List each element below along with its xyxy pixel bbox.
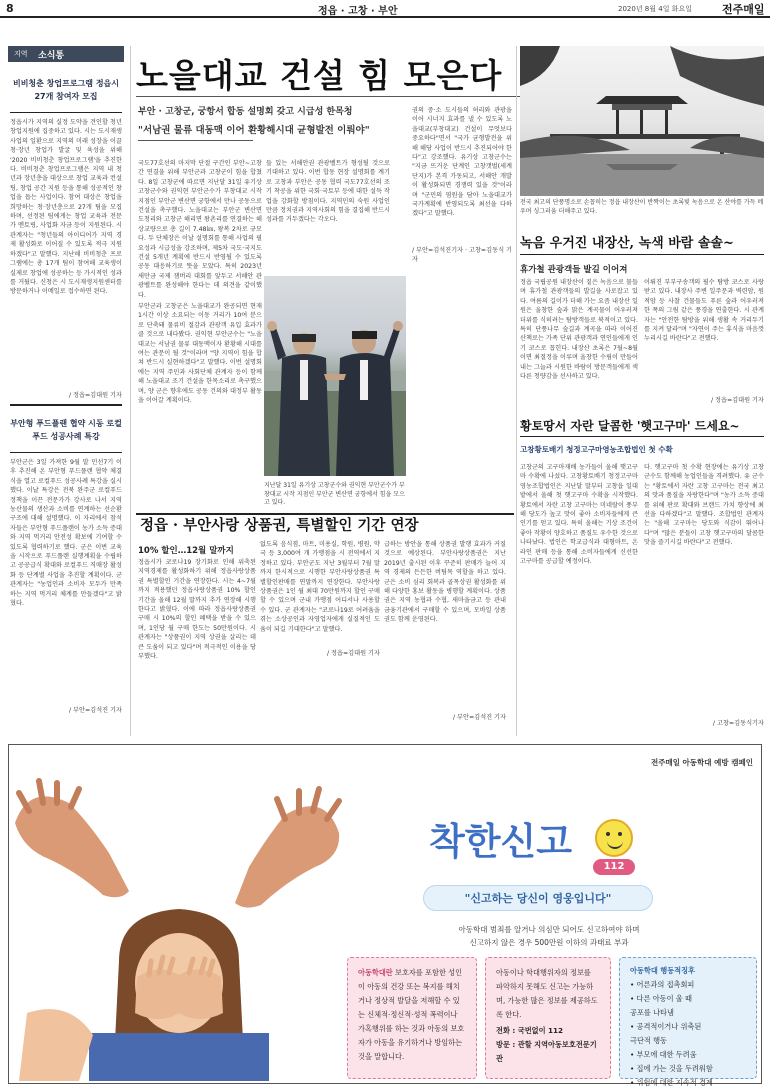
section-name: 정읍 · 고창 · 부안 xyxy=(318,6,398,17)
ad-report-text xyxy=(486,958,610,1074)
ad-sign-item: • 공격적이거나 위축된 xyxy=(630,1022,702,1031)
ad-sign-item: 극단적 행동 xyxy=(630,1036,668,1045)
divider xyxy=(10,404,122,406)
issue-date: 2020년 8월 4일 화요일 xyxy=(618,5,692,13)
ad-sign-item: • 위험에 대한 지속적 경계 xyxy=(630,1078,713,1087)
pavilion-headline: 녹음 우거진 내장산, 녹색 바람 솔솔~ xyxy=(520,236,734,251)
ad-sign-item: 공포를 나타냄 xyxy=(630,1008,674,1017)
main-body-col1: 국도77호선의 마지막 단절 구간인 부안~고창간 연결을 위해 부안군과 고창군이 힘을 합쳤다. 8일 고창군에 따르면 지난달 31일 유기상 고창군수와 권익현 부안군수가 부창대교 시작 지점인 부안군 변산면 궁항에서 만나 공동으로 건설을 촉구했다. 노을대교는 부안군 변산면 도청리와 고창군 해리면 왕촌리를 연결하는 해상교량으로 총 길이 7.48㎞, 왕복 2차로 규모다. 두 단체장은 이날 설명회를 통해 사업의 필요성과 시급성을 강조하며, 제5차 국도·국지도 건설 5개년 계획에 반드시 반영될 수 있도록 공동 대응하기로 뜻을 모았다. 특히 2023년 새만금 국제 잼버리 대회를 앞두고 서해안 관광벨트를 완성해야 한다는 데 의견을 같이했다. xyxy=(138,160,262,299)
divider xyxy=(520,436,764,437)
ad-sign-item: • 집에 가는 것을 두려워함 xyxy=(630,1064,713,1073)
voucher-body-col1: 정읍시가 코로나19 장기화로 인해 위축된 지역경제를 활성화하기 위해 정읍사랑상품권 특별할인 기간을 연장한다. 시는 4~7월까지 적용했던 정읍사랑상품권 10% 할인 기간을 올해 12월 말까지 추가 연장해 시행한다고 밝혔다. 이에 따라 정읍사랑상품권 구매 시 10%의 할인 혜택을 받을 수 있으며, 1인당 월 구매 한도는 50만원이다. 시 관계자는 "상품권이 지역 상권을 살리는 데 큰 도움이 되고 있다"며 적극적인 이용을 당부했다. xyxy=(138,559,256,661)
divider xyxy=(138,140,253,141)
main-headline: 노을대교 건설 힘 모은다 xyxy=(136,56,503,95)
page-number: 8 xyxy=(6,2,14,15)
voucher-byline1: / 정읍=김대원 기자 xyxy=(326,650,380,657)
pavilion-body-col2: 이뤄진 부부구송객의 필수 탐방 코스로 사랑받고 있다. 내장사 주변 일주문과 벽련암, 원적암 등 사찰 건물들도 푸른 숲과 어우러져 한 폭의 그림 같은 풍경을 연출한다. 시 관계자는 "안전한 탐방을 위해 생활 속 거리두기를 지켜 달라"며 "자연이 주는 휴식을 마음껏 누리시길 바란다"고 전했다. xyxy=(644,279,764,343)
column-divider xyxy=(516,46,517,736)
brief-item1-byline: / 정읍=김대원 기자 xyxy=(68,392,122,399)
sweetpotato-headline: 황토땅서 자란 달콤한 '햇고구마' 드세요~ xyxy=(520,419,740,433)
pavilion-body-col1: 정읍 국립공원 내장산이 짙은 녹음으로 물들며 휴가철 관광객들의 발길을 사로잡고 있다. 여름의 길이가 더해 가는 요즘 내장산 일원은 울창한 숲과 맑은 계곡물이 어우러져 더위를 식히려는 탐방객들로 북적이고 있다. 특히 단풍나무 숲길과 계곡을 따라 이어진 산책로는 가족 단위 관광객과 연인들에게 인기 코스로 꼽힌다. 내장산 초록은 7월~8월이면 최절정을 이루며 울창한 수림이 만들어내는 그늘과 시원한 바람이 방문객들에게 색다른 청량감을 선사하고 있다. xyxy=(520,279,638,381)
main-body-col4: 권의 중·소 도시들의 허리와 관광을 이어 시너지 효과를 낼 수 있도록 노을대교(부창대교) 건설이 무엇보다 중요하다"면서 "국가 균형발전을 위해 해당 사업이 반드시 추진되어야 한다"고 강조했다. 유기상 고창군수는 "지금 뜨거운 단계인 고창갯벌(세계 단지)가 본격 가동되고, 서해안 개발이 활성화되면 경쟁력 있을 것"이라며 "군민의 염원을 담아 노을대교가 국가계획에 반영되도록 최선을 다하겠다"고 말했다. xyxy=(412,107,512,218)
brief-item1-title: 비비청춘 창업프로그램 정읍시 27개 참여자 모집 xyxy=(12,79,120,101)
brief-header xyxy=(8,46,124,62)
sweetpotato-body-col2: 다. 햇고구마 첫 수확 현장에는 유기상 고창군수도 함께해 농업인들을 격려했다. 유 군수는 "황토에서 자란 고창 고구마는 전국 최고의 맛과 품질을 자랑한다"며 "농가 소득 증대를 위해 판로 확대와 브랜드 가치 향상에 최선을 다하겠다"고 말했다. 조합법인 관계자는 "올해 고구마는 당도와 식감이 뛰어나다"며 "많은 분들이 고창 햇고구마의 달콤한 맛을 즐기시길 바란다"고 전했다. xyxy=(644,464,764,547)
ad-definition-body: 보호자를 포함한 성인이 아동의 건강 또는 복지를 해치거나 정상적 발달을 저해할 수 있는 신체적·정신적·성적 폭력이나 가혹행위를 하는 것과 아동의 보호자가 아동을 유기하거나 방임하는 것을 말합니다. xyxy=(358,968,465,1061)
brief-item2-body: 부안군은 3일 가져한 9월 말 민선7기 이후 추진해 온 부안형 푸드플랜 협약 체결식을 열고 로컬푸드 성공사례 특강을 실시했다. 이날 특강은 전북 완주군 로컬푸드 정책을 이끈 전문가가 강사로 나서 지역 농산물의 생산과 소비를 연계하는 선순환 구조에 대해 설명했다. 이 자리에서 참석자들은 부안형 푸드플랜이 농가 소득 증대와 지역 먹거리 안전성 확보에 기여할 수 있도록 협력하기로 했다. 군은 이번 교육을 시작으로 푸드플랜 실행계획을 수립하고 공공급식 확대와 로컬푸드 직매장 활성화 등 단계별 사업을 추진할 계획이다. 군 관계자는 "농업인과 소비자 모두가 만족하는 지역 먹거리 체계를 만들겠다"고 밝혔다. xyxy=(10,459,122,608)
ad-description xyxy=(429,923,669,949)
pavilion-subhead: 휴가철 관광객들 발길 이어져 xyxy=(520,265,628,275)
pavilion-photo xyxy=(520,46,764,196)
sweetpotato-subhead: 고창황토배기 청정고구마영농조합법인 첫 수확 xyxy=(520,445,673,454)
main-photo xyxy=(264,276,406,476)
ad-sign-item: • 다른 아동이 울 때 xyxy=(630,994,692,1003)
ad-info-box-report xyxy=(485,957,611,1079)
brief-kicker: 지역 xyxy=(14,50,28,58)
voucher-body-col2: 없도록 음식점, 마트, 미용실, 학원, 병원, 약국 등 3,000여 개 가맹점을 시 전역에서 지정하고 있다. 부안군도 지난 3월부터 7월 말까지 한시적으로 시행한 부안사랑상품권 특별할인판매를 연말까지 연장한다. 부안사랑상품권은 1인 월 최대 70만원까지 할인 구매할 수 있으며 군내 가맹점 어디서나 사용할 수 있다. 군 관계자는 "코로나19로 어려움을 겪는 소상공인과 자영업자에게 실질적인 도움이 되길 기대한다"고 말했다. xyxy=(260,541,380,633)
ad-report-tel: 전화 : 국번없이 112 xyxy=(496,1026,564,1035)
voucher-headline: 정읍 · 부안사랑 상품권, 특별할인 기간 연장 xyxy=(140,517,419,534)
ad-sponsor: 전주매일 아동학대 예방 캠페인 xyxy=(650,758,753,767)
ad-hotline-badge: 112 xyxy=(593,859,635,875)
main-quote-subheadline: "서남권 물류 대동맥 이어 환황해시대 균형발전 이뤄야" xyxy=(138,125,370,136)
ad-desc-line1: 아동학대 범죄를 알거나 의심만 되어도 신고하여야 하며 xyxy=(458,925,640,934)
divider xyxy=(520,254,764,255)
ad-signs-title: 아동학대 행동적징후 xyxy=(630,966,695,975)
divider xyxy=(10,112,122,113)
newspaper-name: 전주매일 xyxy=(722,3,765,16)
ad-definition-label: 아동학대란 xyxy=(358,968,393,977)
ad-definition-text xyxy=(348,958,476,1072)
pavilion-caption: 전국 최고의 단풍명소로 손꼽히는 정읍 내장산이 반짝이는 초록빛 녹음으로 온 산야를 가득 메우며 싱그러움 더해주고 있다. xyxy=(520,199,764,215)
ad-sign-item: • 어른과의 접촉회피 xyxy=(630,980,695,989)
child-abuse-illustration xyxy=(9,763,349,1081)
ad-slogan: "신고하는 당신이 영웅입니다" xyxy=(423,885,653,911)
sweetpotato-body-col1: 고창군의 고구마재배 농가들이 올해 햇고구마 수확에 나섰다. 고창황토배기 청정고구마영농조합법인은 지난달 말부터 고창읍 일대 밭에서 올해 첫 햇고구마 수확을 시작했다. 황토에서 자란 고창 고구마는 미네랄이 풍부해 당도가 높고 맛이 좋아 소비자들에게 큰 인기를 얻고 있다. 특히 올해는 기상 조건이 좋아 작황이 양호하고 품질도 우수한 것으로 나타났다. 법인은 학교급식과 대형마트, 온라인 판매 등을 통해 소비자들에게 신선한 고구마를 공급할 예정이다. xyxy=(520,464,638,566)
brief-item1-body: 정읍시가 지역의 실정 도약을 견인할 청년 창업지원에 집중하고 있다. 시는 도시재생사업의 일환으로 지역의 미래 성장을 이끌 청·장년 창업가 발굴 및 육성을 위해 '2020 비비청춘 창업프로그램'을 추진한다. 비비청춘 창업프로그램은 지역 내 청년과 장년층을 대상으로 창업 교육과 컨설팅, 창업 공간 지원 등을 통해 성공적인 창업을 돕는 사업이다. 참여 대상은 창업을 희망하는 청·장년층으로 27개 팀을 모집하며, 선정된 팀에게는 창업 교육과 전문가 멘토링, 사업화 자금 등이 지원된다. 시 관계자는 "청년들의 아이디어가 지역 경제 활성화로 이어질 수 있도록 적극 지원하겠다"고 말했다. 지난해 비비청춘 프로그램에는 총 17개 팀이 참여해 교육생이 실제로 창업에 성공하는 등 가시적인 성과를 거뒀다. 신청은 시 도시재생지원센터를 방문하거나 이메일로 접수하면 된다. xyxy=(10,119,122,296)
brief-item2-byline: / 부안=김석진 기자 xyxy=(68,707,122,714)
main-body-col2: 들 있는 서해안권 관광벨트가 형성될 것으로 기대하고 있다. 이번 합동 현장 설명회를 계기로 고창과 부안은 공동 협력 국도77호선의 조기 착공을 위한 국회·국토부 등에 대한 설득 작업을 강화할 방침이다. 지역민의 숙원 사업인 만큼 정치권과 지역사회의 힘을 결집해 반드시 성과를 거두겠다는 각오다. xyxy=(266,160,390,224)
ad-signs-text xyxy=(620,958,756,1088)
ad-logo-text: 착한신고 xyxy=(429,820,572,863)
voucher-byline2: / 부안=김석진 기자 xyxy=(452,714,506,721)
divider xyxy=(10,452,122,453)
main-subheadline: 부안 · 고창군, 궁항서 합동 설명회 갖고 시급성 한목청 xyxy=(138,107,353,117)
brief-title: 소식통 xyxy=(38,51,65,61)
smiley-icon xyxy=(595,819,633,857)
ad-report-visit: 방문 : 관할 지역아동보호전문기관 xyxy=(496,1040,597,1063)
ad-desc-line2: 신고하지 않은 경우 500만원 이하의 과태료 부과 xyxy=(469,938,629,947)
ad-report-body: 아동이나 학대행위자의 정보를 파악하지 못해도 신고는 가능하며, 가능한 많은 정보를 제공하도록 한다. xyxy=(496,968,598,1019)
main-body-col1b: 부안군과 고창군은 노을대교가 완공되면 현재 1시간 이상 소요되는 이동 거리가 10여 분으로 단축돼 물류비 절감과 관광객 유입 효과가 클 것으로 내다봤다. 권익현 부안군수는 "노을대교는 서남권 물류 대동맥이자 환황해 시대를 여는 관문이 될 것"이라며 "양 지역이 힘을 합쳐 반드시 실현하겠다"고 말했다. 이번 설명회에는 지역 주민과 사회단체 관계자 등이 함께해 노을대교 조기 건설을 한목소리로 촉구했으며, 양 군은 향후에도 공동 건의와 대정부 활동을 이어갈 계획이다. xyxy=(138,303,262,405)
sweetpotato-byline: / 고창=김동식기자 xyxy=(712,720,764,727)
brief-item2-title: 부안형 푸드플랜 협약 시동 로컬푸드 성공사례 특강 xyxy=(10,419,122,441)
pavilion-image xyxy=(520,46,764,196)
main-photo-caption: 지난달 31일 유기상 고창군수와 권익현 부안군수가 부창대교 시작 지점인 부안군 변산면 궁항에서 힘을 모으고 있다. xyxy=(264,482,405,507)
main-byline: / 부안=김석진기자 · 고창=김동식 기자 xyxy=(412,247,512,264)
ad-info-box-definition xyxy=(347,957,477,1079)
two-officials-image xyxy=(264,276,406,476)
ad-info-box-signs xyxy=(619,957,757,1087)
pavilion-byline: / 정읍=김대원 기자 xyxy=(710,397,764,404)
column-divider xyxy=(130,46,131,736)
ad-sign-item: • 부모에 대한 두려움 xyxy=(630,1050,697,1059)
voucher-body-col3: 급하는 방안을 통해 상품권 발행 효과가 커질 것으로 예상된다. 부안사랑상품권은 지난 2019년 출시된 이후 꾸준히 판매가 늘어 지역 경제의 든든한 버팀목 역할을 하고 있다. 군은 소비 심리 회복과 골목상권 활성화를 위해 다양한 홍보 활동을 병행할 계획이다. 상품권은 지역 농협과 수협, 새마을금고 등 관내 금융기관에서 구매할 수 있으며, 모바일 상품권도 함께 운영된다. xyxy=(384,541,506,624)
campaign-ad xyxy=(8,744,762,1087)
voucher-subhead: 10% 할인…12월 말까지 xyxy=(138,546,234,556)
